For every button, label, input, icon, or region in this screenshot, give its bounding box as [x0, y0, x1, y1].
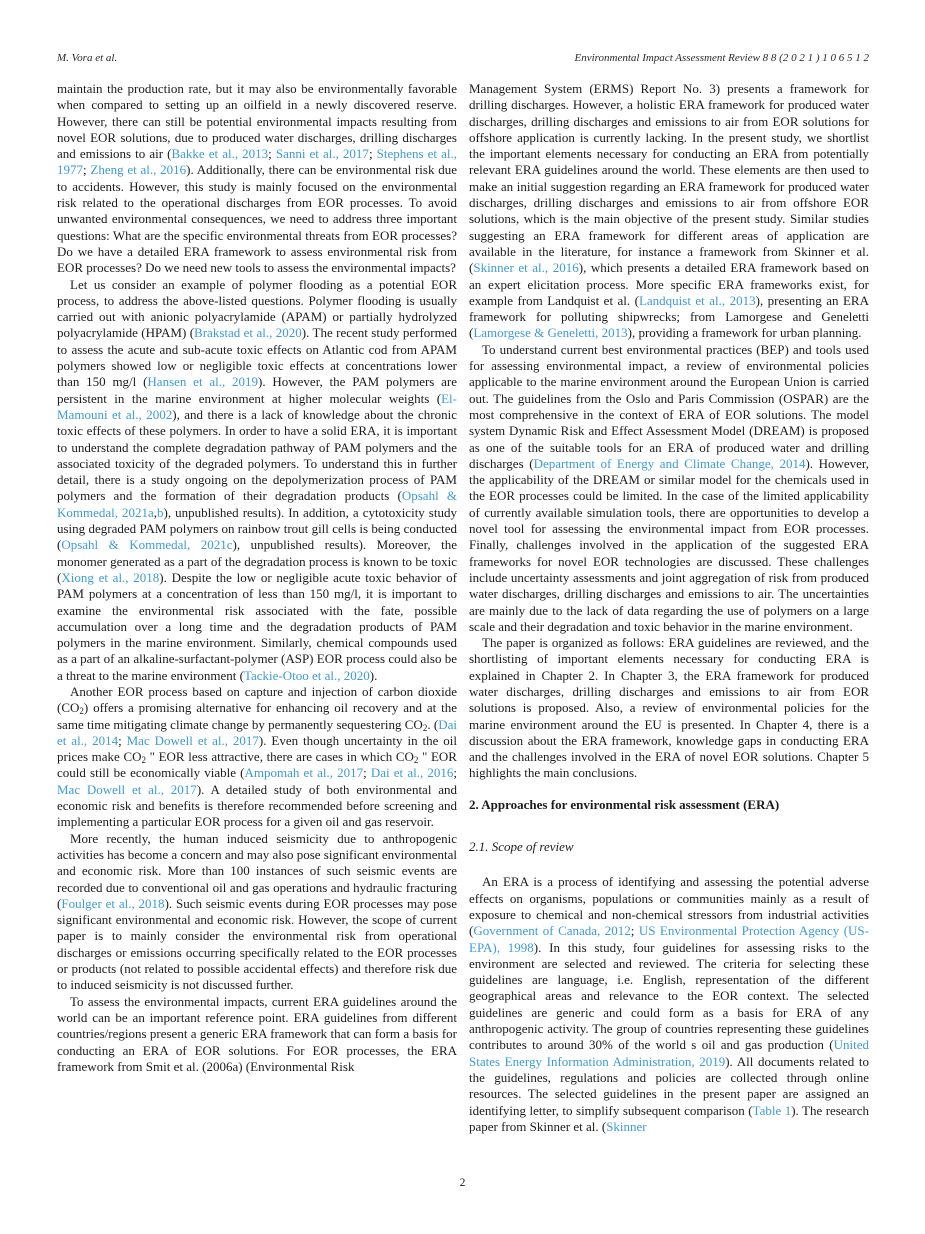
body-text: ). The recent study performed to assess the acute and sub-acute toxic effects on Atlantic cod from APAM polymers showed low or negligible toxic effects at concentrations lower than 150 mg/l ( [57, 325, 457, 390]
body-text: To understand current best environmental practices (BEP) and tools used for assessing environmental impact, a review of environmental policies applicable to the marine environment around the European Union is carried out. The guidelines from the Oslo and Paris Commission (OSPAR) are the most comprehensive in the context of ERA of EOR solutions. The model system Dynamic Risk and Effect Assessment Model (DREAM) is proposed as one of the suitable tools for an ERA of produced water and drilling discharges ( [469, 341, 869, 471]
body-text: ). Even though uncertainty in the oil prices make CO [57, 732, 457, 765]
body-text: . ( [427, 716, 439, 732]
citation-link[interactable]: El-Mamouni et al., 2002 [57, 390, 457, 422]
body-text: An ERA is a process of identifying and assessing the potential adverse effects on organisms, populations or communities mainly as a result of exposure to chemical and non-chemical stressors from industrial activities ( [469, 874, 869, 939]
body-text: ), which presents a detailed ERA framework based on an expert elicitation process. More specific ERA frameworks exist, for example from Landquist et al. ( [469, 260, 869, 308]
body-text: ; [83, 162, 91, 178]
paragraph [57, 81, 457, 277]
left-column [57, 81, 457, 1135]
header-journal-citation: Environmental Impact Assessment Review 8 8 (2 0 2 1 ) 1 0 6 5 1 2 [574, 52, 869, 64]
citation-link[interactable]: Mac Dowell et al., 2017 [57, 781, 197, 797]
citation-link[interactable]: Bakke et al., 2013 [171, 146, 269, 162]
citation-link[interactable]: Opsahl & Kommedal, 2021a [57, 488, 457, 520]
paragraph [57, 831, 457, 994]
page-number: 2 [459, 1177, 466, 1189]
citation-link[interactable]: Foulger et al., 2018 [61, 895, 165, 911]
body-text: , [153, 504, 158, 520]
body-text: maintain the production rate, but it may also be environmentally favorable when compared to setting up an oilfield in a newly discovered reserve. However, there can still be potential environmental impacts resulting from novel EOR solutions, due to produced water discharges, drilling discharges and emissions to air ( [57, 81, 457, 162]
section-heading: 2. Approaches for environmental risk assessment (ERA) [469, 796, 780, 812]
two-column-body [57, 81, 869, 1135]
body-text: ). Despite the low or negligible acute toxic behavior of PAM polymers at a concentration of less than 150 mg/l, it is important to examine the environmental risk associated with the fate, possible accumulation over a long time and the degradation products of PAM polymers in the marine environment. Similarly, chemical compounds used as a part of an alkaline-surfactant-polymer (ASP) EOR process could also be a threat to the marine environment ( [57, 569, 457, 683]
body-text: ), presenting an ERA framework for polluting shipwrecks; from Lamorgese and Geneletti ( [469, 292, 869, 341]
citation-link[interactable]: Skinner et al., 2016 [473, 260, 579, 276]
citation-link[interactable]: Sanni et al., 2017 [275, 146, 369, 162]
body-text: The paper is organized as follows: ERA guidelines are reviewed, and the shortlisting of important elements necessary for conducting ERA is explained in Chapter 2. In Chapter 3, the ERA framework for produced water discharges, drilling discharges and emissions to air from EOR solutions is proposed. Also, a review of environmental policies for the marine environment around the EU is presented. In Chapter 4, there is a discussion about the ERA framework, knowledge gaps in conducting ERA and the challenges involved in the ERA of novel EOR solutions. Chapter 5 highlights the main conclusions. [469, 635, 869, 781]
paragraph [469, 81, 869, 342]
body-text: " EOR could still be economically viable ( [57, 749, 457, 781]
body-text: ). The research paper from Skinner et al. ( [469, 1102, 870, 1134]
citation-link[interactable]: Hansen et al., 2019 [147, 374, 259, 390]
paragraph [469, 874, 869, 1135]
citation-link[interactable]: Zheng et al., 2016 [90, 162, 187, 178]
body-text: ) offers a promising alternative for enhancing oil recovery and at the same time mitigating climate change by permanently sequestering CO [57, 700, 457, 732]
subscript-text: 2 [141, 755, 147, 766]
running-header [57, 52, 869, 64]
body-text: " EOR less attractive, there are cases in which CO [146, 749, 414, 765]
citation-link[interactable]: United States Energy Information Administration, 2019 [469, 1037, 869, 1069]
citation-link[interactable]: Brakstad et al., 2020 [194, 325, 302, 341]
body-text: ). However, the PAM polymers are persistent in the marine environment at higher molecular weights ( [57, 374, 457, 406]
body-text: ; [368, 146, 377, 162]
citation-link[interactable]: Lamorgese & Geneletti, 2013 [473, 325, 628, 341]
citation-link[interactable]: Skinner [606, 1118, 647, 1134]
citation-link[interactable]: Stephens et al., 1977 [57, 146, 457, 178]
subscript-text: 2 [422, 722, 428, 733]
citation-link[interactable]: Dai et al., 2016 [370, 765, 454, 781]
body-text: ; [630, 923, 639, 939]
citation-link[interactable]: Xiong et al., 2018 [61, 569, 160, 585]
citation-link[interactable]: US Environmental Protection Agency (US-EPA), 1998 [469, 923, 869, 955]
subsection-heading: 2.1. Scope of review [469, 839, 574, 855]
citation-link[interactable]: Dai et al., 2014 [57, 716, 457, 748]
citation-link[interactable]: b [157, 504, 164, 520]
citation-link[interactable]: Government of Canada, 2012 [473, 923, 631, 939]
citation-link[interactable]: Ampomah et al., 2017 [244, 765, 364, 781]
paragraph [469, 635, 869, 782]
paragraph [57, 684, 457, 831]
subscript-text: 2 [413, 755, 419, 766]
body-text: ; [118, 732, 127, 748]
right-column [469, 81, 869, 1135]
body-text: ). [369, 667, 378, 683]
body-text: Let us consider an example of polymer flooding as a potential EOR process, to address the above-listed questions. Polymer flooding is usually carried out with anionic polyacrylamide (APAM) or partially hydrolyzed polyacrylamide (HPAM) ( [57, 276, 457, 341]
body-text: ). However, the applicability of the DREAM or similar model for the chemicals used in the EOR processes could be limited. In the case of the limited applicability of currently available simulation tools, there are opportunities to develop a novel tool for assessing the environmental impact from EOR processes. Finally, challenges involved in the application of the suggested ERA frameworks for novel EOR technologies are discussed. These challenges include uncertainty assessments and joint aggregation of risk from produced water discharges, drilling discharges and emissions to air. The uncertainties are mainly due to the lack of data regarding the use of polymers on a large scale and their degradation and toxic behavior in the marine environment. [469, 455, 869, 634]
body-text: ). All documents related to the guidelines, regulations and policies are collected through online resources. The selected guidelines in the present paper are assigned an identifying letter, to simplify subsequent comparison ( [469, 1053, 869, 1118]
header-author: M. Vora et al. [57, 52, 118, 64]
paragraph [57, 277, 457, 684]
body-text: Another EOR process based on capture and injection of carbon dioxide (CO [57, 683, 457, 716]
citation-link[interactable]: Mac Dowell et al., 2017 [126, 732, 259, 748]
body-text: To assess the environmental impacts, current ERA guidelines around the world can be an important reference point. ERA guidelines from different countries/regions present a generic ERA framework that can form a basis for conducting an ERA of EOR solutions. For EOR processes, the ERA framework from Smit et al. (2006a) (Environmental Risk [57, 993, 457, 1074]
paragraph [57, 994, 457, 1075]
body-text: ). In this study, four guidelines for assessing risks to the environment are selected and reviewed. The criteria for selecting these guidelines are language, i.e. English, representation of the different geographical areas and relevance to the EOR context. The selected guidelines are generic and could form as a basis for ERA of any anthropogenic activity. The group of countries representing these guidelines contributes to around 30% of the world s oil and gas production ( [469, 939, 869, 1053]
paragraph [469, 342, 869, 635]
body-text: ). Such seismic events during EOR processes may pose significant environmental and economic risk. However, the scope of current paper is to mainly consider the environmental risk from operational discharges or emissions occurring specifically related to the EOR processes or products (not related to possible accidental effects) and therefore risk due to induced seismicity is not discussed further. [57, 895, 457, 993]
subscript-text: 2 [79, 706, 84, 717]
citation-link[interactable]: Table 1 [752, 1102, 792, 1118]
citation-link[interactable]: Tackie-Otoo et al., 2020 [243, 667, 370, 683]
body-text: ). Additionally, there can be environmental risk due to accidents. However, this study is mainly focused on the environmental risk related to the operational discharges from EOR processes. To avoid unwanted environmental consequences, we need to address three important questions: What are the specific environmental threats from EOR processes? Do we have a detailed ERA framework to assess environmental risk from EOR processes? Do we need new tools to assess the environmental impacts? [57, 162, 457, 276]
body-text: ), and there is a lack of knowledge about the chronic toxic effects of these polymers. In order to have a solid ERA, it is important to understand the complete degradation pathway of PAM polymers and the associated toxicity of the degraded polymers. To understand this in further detail, there is a study ongoing on the depolymerization process of PAM polymers and the formation of their degradation products ( [57, 406, 457, 504]
body-text: ), unpublished results). Moreover, the monomer generated as a part of the degradation process is known to be toxic ( [57, 537, 457, 585]
citation-link[interactable]: Opsahl & Kommedal, 2021c [61, 537, 233, 553]
body-text: Management System (ERMS) Report No. 3) presents a framework for drilling discharges. However, a holistic ERA framework for produced water discharges, drilling discharges and emissions to air from EOR solutions for offshore application is currently lacking. In the present study, we shortlist the important elements necessary for conducting an ERA from potentially relevant ERA guidelines around the world. These elements are then used to make an initial suggestion regarding an ERA framework for produced water discharges, drilling discharges and emissions to air from offshore EOR solutions, which is the main objective of the present study. Similar studies suggesting an ERA framework for different areas of application are available in the literature, for instance a framework from Skinner et al. ( [469, 81, 869, 276]
body-text: ; [268, 146, 276, 162]
citation-link[interactable]: Landquist et al., 2013 [638, 292, 756, 308]
body-text: More recently, the human induced seismicity due to anthropogenic activities has become a concern and may also pose significant environmental and economic risk. More than 100 instances of such seismic events are recorded due to conventional oil and gas operations and hydraulic fracturing ( [57, 830, 457, 911]
body-text: ; [363, 765, 371, 781]
body-text: ), providing a framework for urban planning. [627, 325, 862, 341]
citation-link[interactable]: Department of Energy and Climate Change, 2014 [533, 455, 806, 471]
body-text: ; [453, 765, 457, 781]
body-text: ). A detailed study of both environmental and economic risk and benefits is therefore recommended before screening and implementing a particular EOR process for a given oil and gas reservoir. [57, 781, 457, 830]
body-text: ), unpublished results). In addition, a cytotoxicity study using degraded PAM polymers on rainbow trout gill cells is being conducted ( [57, 504, 457, 553]
